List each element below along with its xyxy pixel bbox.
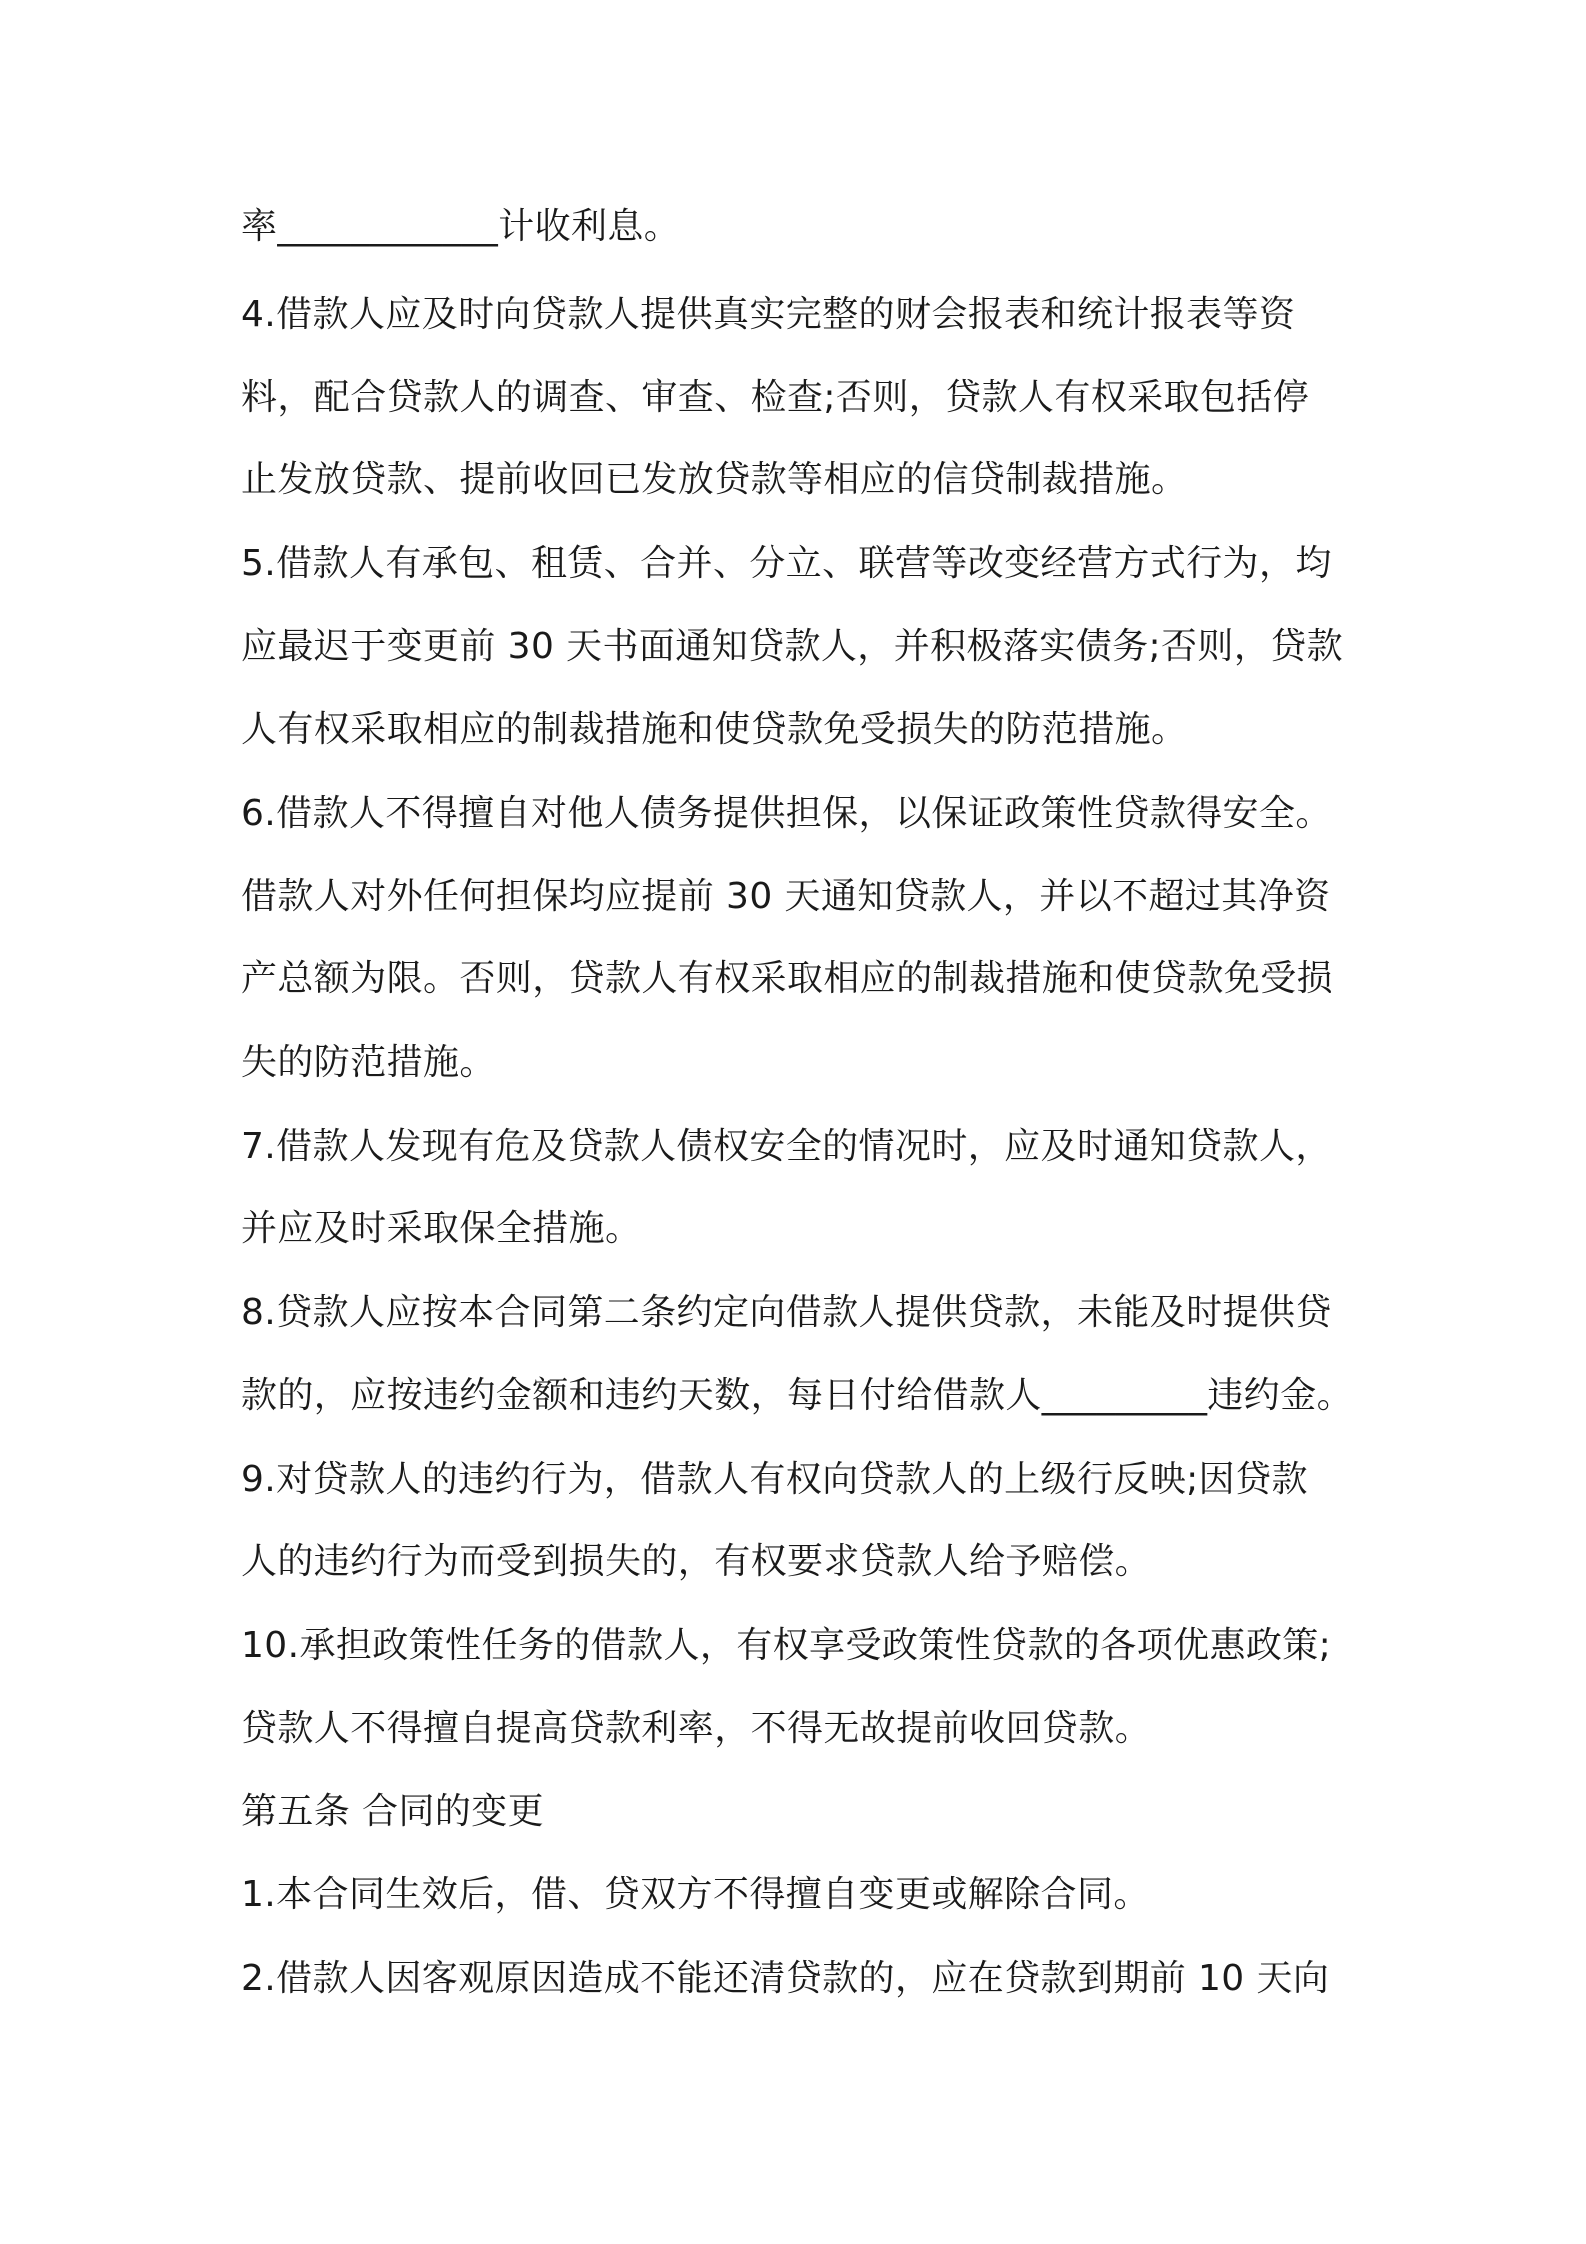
article-5-clause-1: 1.本合同生效后，借、贷双方不得擅自变更或解除合同。 [241, 1874, 1150, 1915]
clause-7-line-2: 并应及时采取保全措施。 [241, 1208, 642, 1249]
clause-9-line-2: 人的违约行为而受到损失的，有权要求贷款人给予赔偿。 [241, 1541, 1152, 1582]
article-5-heading: 第五条 合同的变更 [241, 1791, 545, 1832]
clause-6-line-1: 6.借款人不得擅自对他人债务提供担保，以保证政策性贷款得安全。 [241, 793, 1332, 834]
clause-5-line-1: 5.借款人有承包、租赁、合并、分立、联营等改变经营方式行为，均 [241, 543, 1332, 584]
article-5-clause-2-line-1: 2.借款人因客观原因造成不能还清贷款的，应在贷款到期前 10 天向 [241, 1958, 1330, 1999]
clause-5-line-3: 人有权采取相应的制裁措施和使贷款免受损失的防范措施。 [241, 709, 1188, 750]
clause-8-line-2: 款的，应按违约金额和违约天数，每日付给借款人_________违约金。 [241, 1375, 1354, 1416]
clause-7-line-1: 7.借款人发现有危及贷款人债权安全的情况时，应及时通知贷款人， [241, 1126, 1332, 1167]
text-line-continuation-rate: 率____________计收利息。 [241, 206, 681, 247]
clause-9-line-1: 9.对贷款人的违约行为，借款人有权向贷款人的上级行反映;因贷款 [241, 1459, 1308, 1500]
clause-5-line-2: 应最迟于变更前 30 天书面通知贷款人，并积极落实债务;否则，贷款 [241, 626, 1344, 667]
clause-10-line-2: 贷款人不得擅自提高贷款利率，不得无故提前收回贷款。 [241, 1708, 1152, 1749]
clause-8-line-1: 8.贷款人应按本合同第二条约定向借款人提供贷款，未能及时提供贷 [241, 1292, 1332, 1333]
clause-6-line-2: 借款人对外任何担保均应提前 30 天通知贷款人，并以不超过其净资 [241, 876, 1331, 917]
clause-6-line-3: 产总额为限。否则，贷款人有权采取相应的制裁措施和使贷款免受损 [241, 958, 1334, 999]
clause-6-line-4: 失的防范措施。 [241, 1042, 496, 1083]
clause-4-line-1: 4.借款人应及时向贷款人提供真实完整的财会报表和统计报表等资 [241, 294, 1296, 335]
clause-10-line-1: 10.承担政策性任务的借款人，有权享受政策性贷款的各项优惠政策; [241, 1625, 1332, 1666]
clause-4-line-2: 料，配合贷款人的调查、审查、检查;否则，贷款人有权采取包括停 [241, 377, 1310, 418]
clause-4-line-3: 止发放贷款、提前收回已发放贷款等相应的信贷制裁措施。 [241, 459, 1188, 500]
